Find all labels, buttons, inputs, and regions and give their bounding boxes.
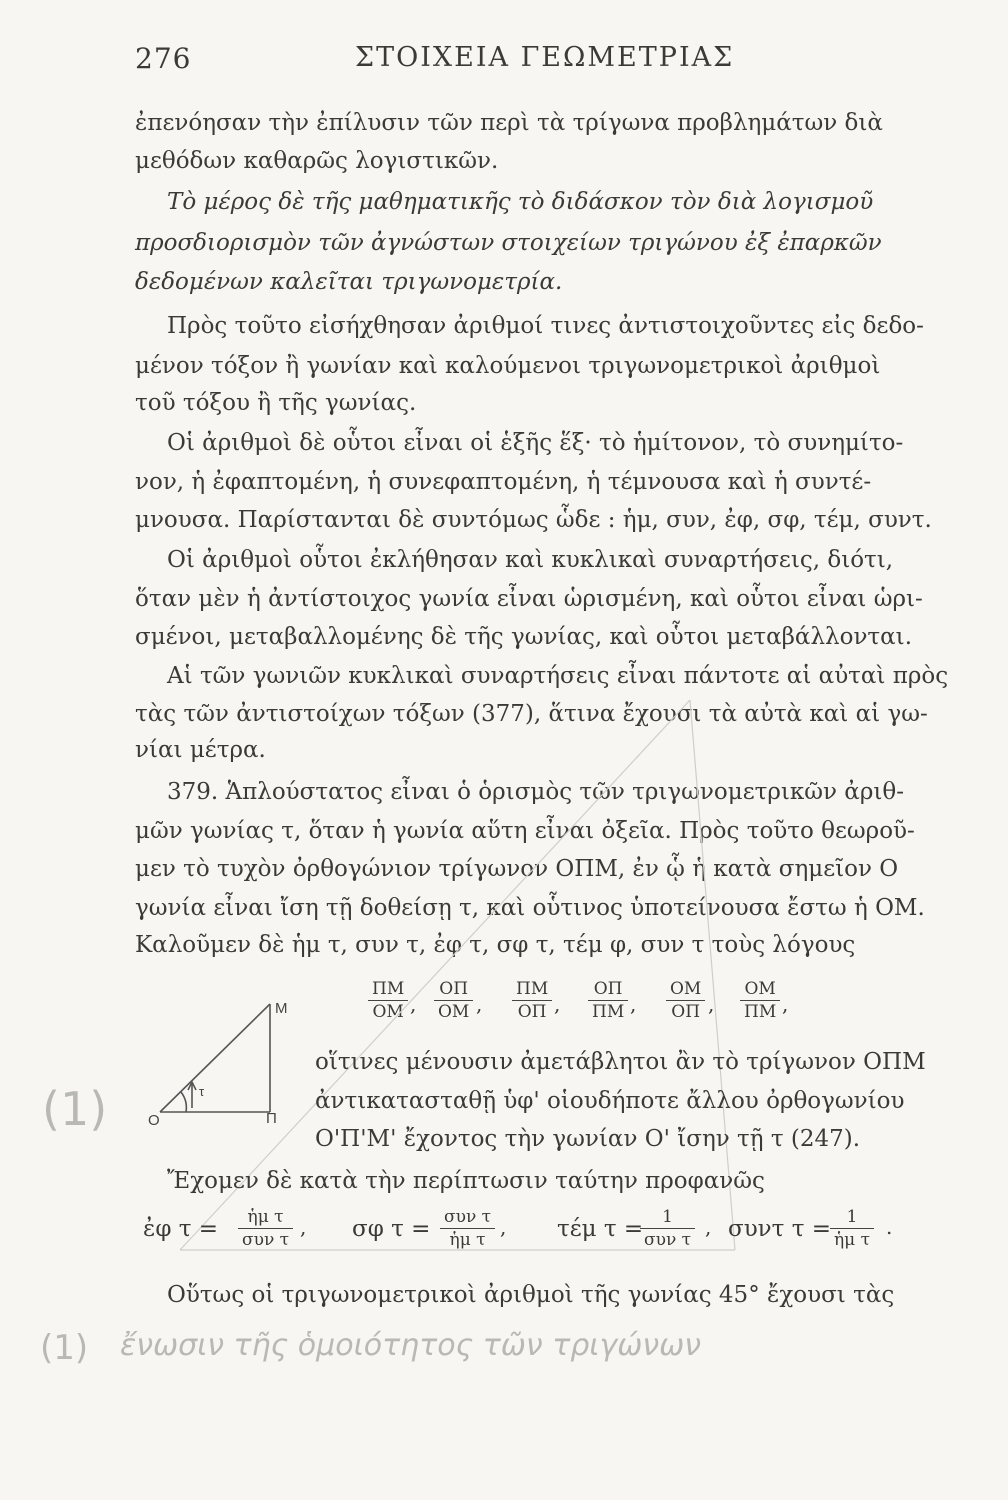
text-line: μεν τὸ τυχὸν ὀρθογώνιον τρίγωνον ΟΠΜ, ἐν ᾧ ἡ κατὰ σημεῖον Ο: [135, 856, 899, 882]
text-line: προσδιορισμὸν τῶν ἀγνώστων στοιχείων τριγώνου ἐξ ἐπαρκῶν: [135, 230, 882, 256]
angle-arc: [181, 1092, 186, 1112]
text-line: ὅταν μὲν ἡ ἀντίστοιχος γωνία εἶναι ὡρισμένη, καὶ οὗτοι εἶναι ὡρι-: [135, 586, 923, 612]
text-line: Ο'Π'Μ' ἔχοντος τὴν γωνίαν Ο' ἴσην τῇ τ (247).: [315, 1126, 861, 1152]
text-line: ἐπενόησαν τὴν ἐπίλυσιν τῶν περὶ τὰ τρίγωνα προβλημάτων διὰ: [135, 110, 883, 136]
text-line: γωνία εἶναι ἴση τῇ δοθείσῃ τ, καὶ οὗτινος ὑποτείνουσα ἔστω ἡ ΟΜ.: [135, 895, 925, 921]
formula-sep: ,: [300, 1215, 307, 1239]
ratio-comma: ,: [782, 992, 789, 1016]
formula-fraction: $\frac{1}{\text{ἡμ τ}}$: [830, 1206, 874, 1251]
text-line: οἵτινες μένουσιν ἀμετάβλητοι ἂν τὸ τρίγωνον ΟΠΜ: [315, 1049, 926, 1075]
text-line: Καλοῦμεν δὲ ἡμ τ, συν τ, ἐφ τ, σφ τ, τέμ φ, συν τ τοὺς λόγους: [135, 932, 856, 958]
hypotenuse-om: [160, 1004, 270, 1112]
text-line: μνουσα. Παρίστανται δὲ συντόμως ὧδε : ἡμ, συν, ἐφ, σφ, τέμ, συντ.: [135, 507, 932, 533]
ratio-comma: ,: [708, 992, 715, 1016]
text-line: δεδομένων καλεῖται τριγωνομετρία.: [135, 269, 563, 295]
ratio-fraction: $\frac{OM}{\Pi M}$: [740, 978, 780, 1023]
text-line: Τὸ μέρος δὲ τῆς μαθηματικῆς τὸ διδάσκον τὸν διὰ λογισμοῦ: [167, 189, 874, 215]
text-line: νον, ἡ ἐφαπτομένη, ἡ συνεφαπτομένη, ἡ τέμνουσα καὶ ἡ συντέ-: [135, 469, 872, 495]
formula-lhs: συντ τ =: [728, 1216, 832, 1242]
formula-fraction: 1 συν τ: [640, 1206, 695, 1251]
label-tau: τ: [199, 1084, 205, 1099]
formula-fraction: συν τ ἡμ τ: [440, 1206, 495, 1251]
page-number: 276: [135, 42, 192, 75]
formula-lhs: σφ τ =: [352, 1216, 431, 1242]
formula-fraction: ἡμ τ συν τ: [238, 1206, 293, 1251]
label-p: Π: [266, 1110, 277, 1127]
ratio-fraction: $\frac{\Pi M}{OM}$: [368, 978, 408, 1023]
text-line: Οἱ ἀριθμοὶ δὲ οὗτοι εἶναι οἱ ἑξῆς ἕξ· τὸ ἡμίτονον, τὸ συνημίτο-: [167, 430, 904, 456]
footnote-text: ἔνωσιν τῆς ὁμοιότητος τῶν τριγώνων: [120, 1328, 701, 1363]
text-line: μεθόδων καθαρῶς λογιστικῶν.: [135, 148, 499, 174]
formula-sep: ,: [705, 1215, 712, 1239]
text-line: Πρὸς τοῦτο εἰσήχθησαν ἀριθμοί τινες ἀντιστοιχοῦντες εἰς δεδο-: [167, 313, 924, 339]
text-line: μῶν γωνίας τ, ὅταν ἡ γωνία αὕτη εἶναι ὀξεῖα. Πρὸς τοῦτο θεωροῦ-: [135, 818, 915, 844]
formula-lhs: τέμ τ =: [557, 1216, 644, 1242]
label-o: Ο: [148, 1112, 160, 1129]
text-line: ἀντικατασταθῇ ὑφ' οἱουδήποτε ἄλλου ὀρθογωνίου: [315, 1088, 905, 1114]
ratio-comma: ,: [410, 992, 417, 1016]
formula-sep: .: [886, 1215, 893, 1239]
text-line: μένον τόξον ἢ γωνίαν καὶ καλούμενοι τριγωνομετρικοὶ ἀριθμοὶ: [135, 353, 881, 379]
ratio-fraction: $\frac{O\Pi}{\Pi M}$: [588, 978, 628, 1023]
ratio-comma: ,: [476, 992, 483, 1016]
ratio-fraction: $\frac{OM}{O\Pi}$: [666, 978, 705, 1023]
text-line: Οὕτως οἱ τριγωνομετρικοὶ ἀριθμοὶ τῆς γωνίας 45° ἔχουσι τὰς: [167, 1282, 895, 1308]
margin-note: (1): [42, 1082, 108, 1136]
text-line: σμένοι, μεταβαλλομένης δὲ τῆς γωνίας, καὶ οὗτοι μεταβάλλονται.: [135, 624, 913, 650]
formula-lhs: ἐφ τ =: [143, 1216, 219, 1242]
text-line: Οἱ ἀριθμοὶ οὗτοι ἐκλήθησαν καὶ κυκλικαὶ συναρτήσεις, διότι,: [167, 547, 894, 573]
running-title: ΣΤΟΙΧΕΙΑ ΓΕΩΜΕΤΡΙΑΣ: [355, 42, 735, 73]
footnote-marker: (1): [40, 1328, 89, 1368]
text-line: Αἱ τῶν γωνιῶν κυκλικαὶ συναρτήσεις εἶναι πάντοτε αἱ αὐταὶ πρὸς: [167, 663, 949, 689]
text-line: τὰς τῶν ἀντιστοίχων τόξων (377), ἅτινα ἔχουσι τὰ αὐτὰ καὶ αἱ γω-: [135, 701, 928, 727]
ratio-comma: ,: [554, 992, 561, 1016]
ratio-fraction: $\frac{\Pi M}{O\Pi}$: [512, 978, 552, 1023]
text-line: 379. Ἁπλούστατος εἶναι ὁ ὁρισμὸς τῶν τριγωνομετρικῶν ἀριθ-: [167, 779, 904, 805]
formula-sep: ,: [500, 1215, 507, 1239]
text-line: νίαι μέτρα.: [135, 737, 266, 763]
text-line: Ἔχομεν δὲ κατὰ τὴν περίπτωσιν ταύτην προφανῶς: [167, 1168, 765, 1194]
label-m: Μ: [275, 1000, 288, 1017]
ratio-comma: ,: [630, 992, 637, 1016]
ratio-fraction: $\frac{O\Pi}{OM}$: [434, 978, 473, 1023]
text-line: τοῦ τόξου ἢ τῆς γωνίας.: [135, 390, 417, 416]
